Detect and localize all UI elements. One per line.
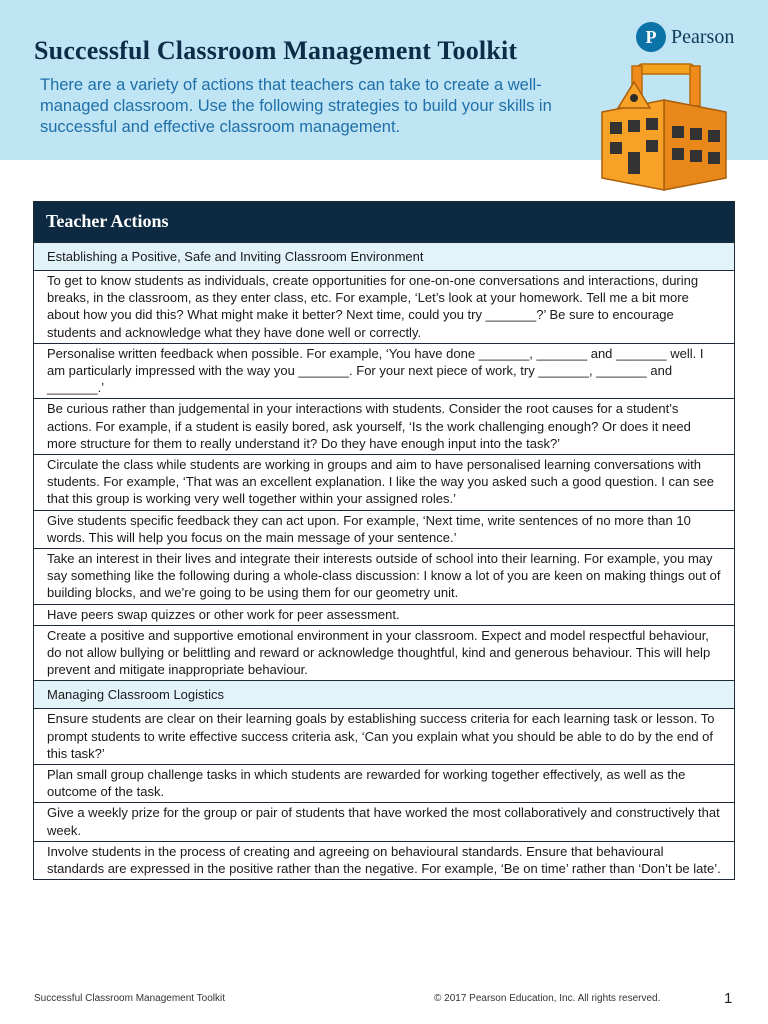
footer-copyright: © 2017 Pearson Education, Inc. All rights reserved. (434, 993, 661, 1004)
pearson-logo-mark-icon: P (636, 22, 666, 52)
table-row: Circulate the class while students are working in groups and aim to have personalised learning conversations with students. For example, ‘That was an excellent explanation. I like the way you asked such a good question. I can see that this group is working very well together within your assigned roles.’ (34, 454, 734, 510)
pearson-logo-text: Pearson (671, 25, 735, 48)
table-row: Ensure students are clear on their learning goals by establishing success criteria for each learning task or lesson. To prompt students to write effective success criteria ask, ‘Can you explain what you should be able to do by the end of this task?’ (34, 708, 734, 764)
footer-title: Successful Classroom Management Toolkit (34, 993, 226, 1004)
teacher-actions-table (33, 201, 735, 880)
table-row: Give students specific feedback they can act upon. For example, ‘Next time, write sentences of no more than 10 words. This will help you focus on the main message of your sentence.’ (34, 510, 734, 548)
table-row: Personalise written feedback when possible. For example, ‘You have done _______, _______ and _______ well. I am particularly impressed with the way you _______. For your next piece of work, try _______, _______ and _______.’ (34, 343, 734, 399)
table-row: Have peers swap quizzes or other work for peer assessment. (34, 604, 734, 625)
table-heading: Teacher Actions (34, 202, 734, 242)
page-number: 1 (724, 990, 733, 1007)
toolbox-school-icon (598, 60, 730, 196)
page-title: Successful Classroom Management Toolkit (34, 36, 518, 65)
table-row: Plan small group challenge tasks in which students are rewarded for working together effectively, as well as the outcome of the task. (34, 764, 734, 802)
table-row: To get to know students as individuals, create opportunities for one-on-one conversations and interactions, during breaks, in the classroom, as they enter class, etc. For example, ‘Let’s look at your homework. Tell me a bit more about how you did this? What might make it better? Next time, could you try _______?’ Be sure to encourage students and acknowledge what they have done well or correctly. (34, 270, 734, 343)
table-row: Be curious rather than judgemental in your interactions with students. Consider the root causes for a student’s actions. For example, if a student is easily bored, ask yourself, ‘Is the work challenging enough? Or does it need more structure for them to really understand it? Do they have enough input into the task?’ (34, 398, 734, 454)
pearson-logo (636, 22, 734, 52)
table-row: Take an interest in their lives and integrate their interests outside of school into their learning. For example, you may say something like the following during a whole-class discussion: I know a lot of you are keen on making things out of building blocks, and we’re going to be using them for our geometry unit. (34, 548, 734, 604)
table-row: Create a positive and supportive emotional environment in your classroom. Expect and model respectful behaviour, do not allow bullying or belittling and reward or acknowledge thoughtful, kind and generous behaviour. This will help prevent and mitigate inappropriate behaviour. (34, 625, 734, 681)
section-heading: Managing Classroom Logistics (34, 680, 734, 708)
section-heading: Establishing a Positive, Safe and Inviting Classroom Environment (34, 242, 734, 270)
table-row: Give a weekly prize for the group or pair of students that have worked the most collaboratively and constructively that week. (34, 802, 734, 840)
table-row: Involve students in the process of creating and agreeing on behavioural standards. Ensure that behavioural standards are expressed in the positive rather than the negative. For example, ‘Be on time’ rather than ‘Don’t be late’. (34, 841, 734, 879)
intro-text: There are a variety of actions that teachers can take to create a well-managed classroom. Use the following strategies to build your skills in successful and effective classroom management. (40, 76, 552, 136)
